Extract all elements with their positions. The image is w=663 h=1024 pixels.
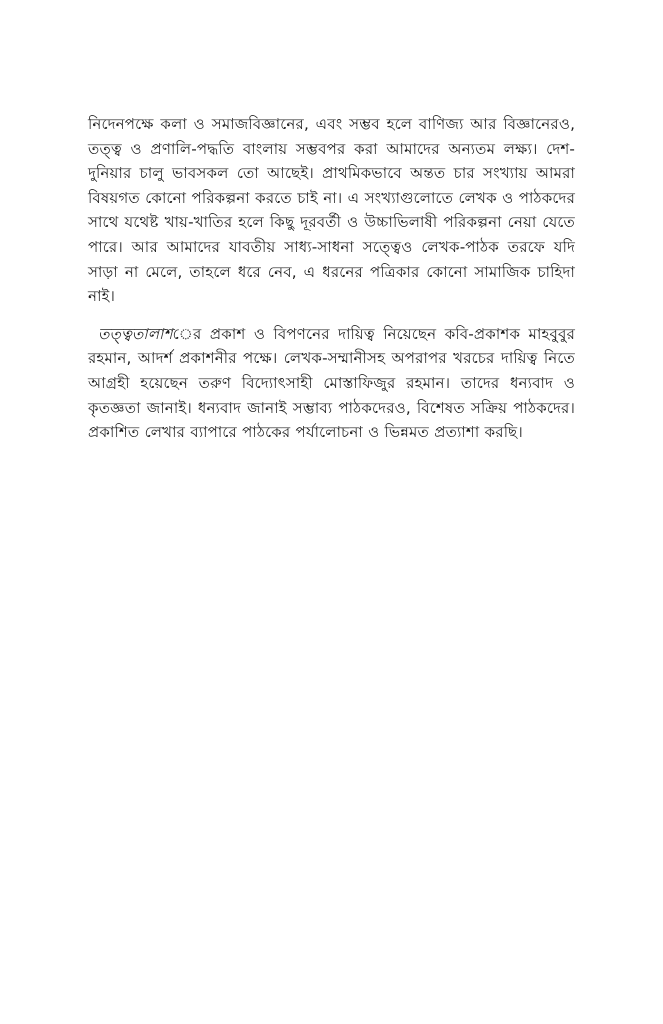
paragraph-2 (88, 322, 575, 445)
paragraph-2-body: ের প্রকাশ ও বিপণনের দায়িত্ব নিয়েছেন কবি-প্রকাশক মাহবুবুর রহমান, আদর্শ প্রকাশনীর পক্ষে। লেখক-সম্মানীসহ অপরাপর খরচের দায়িত্ব নিতে আগ্রহী হয়েছেন তরুণ বিদ্যোৎসাহী মোস্তাফিজুর রহমান। তাদের ধন্যবাদ ও কৃতজ্ঞতা জানাই। ধন্যবাদ জানাই সম্ভাব্য পাঠকদেরও, বিশেষত সক্রিয় পাঠকদের। প্রকাশিত লেখার ব্যাপারে পাঠকের পর্যালোচনা ও ভিন্নমত প্রত্যাশা করছি। (88, 324, 575, 442)
paragraph-1: নিদেনপক্ষে কলা ও সমাজবিজ্ঞানের, এবং সম্ভব হলে বাণিজ্য আর বিজ্ঞানেরও, তত্ত্ব ও প্রণালি-পদ্ধতি বাংলায় সম্ভবপর করা আমাদের অন্যতম লক্ষ্য। দেশ-দুনিয়ার চালু ভাবসকল তো আছেই। প্রাথমিকভাবে অন্তত চার সংখ্যায় আমরা বিষয়গত কোনো পরিকল্পনা করতে চাই না। এ সংখ্যাগুলোতে লেখক ও পাঠকদের সাথে যথেষ্ট খায়-খাতির হলে কিছু দূরবর্তী ও উচ্চাভিলাষী পরিকল্পনা নেয়া যেতে পারে। আর আমাদের যাবতীয় সাধ্য-সাধনা সত্ত্বেও লেখক-পাঠক তরফে যদি সাড়া না মেলে, তাহলে ধরে নেব, এ ধরনের পত্রিকার কোনো সামাজিক চাহিদা নাই। (88, 115, 575, 306)
journal-title-italic: তত্ত্বতালাশ (98, 324, 173, 343)
body-text-block (88, 112, 575, 445)
